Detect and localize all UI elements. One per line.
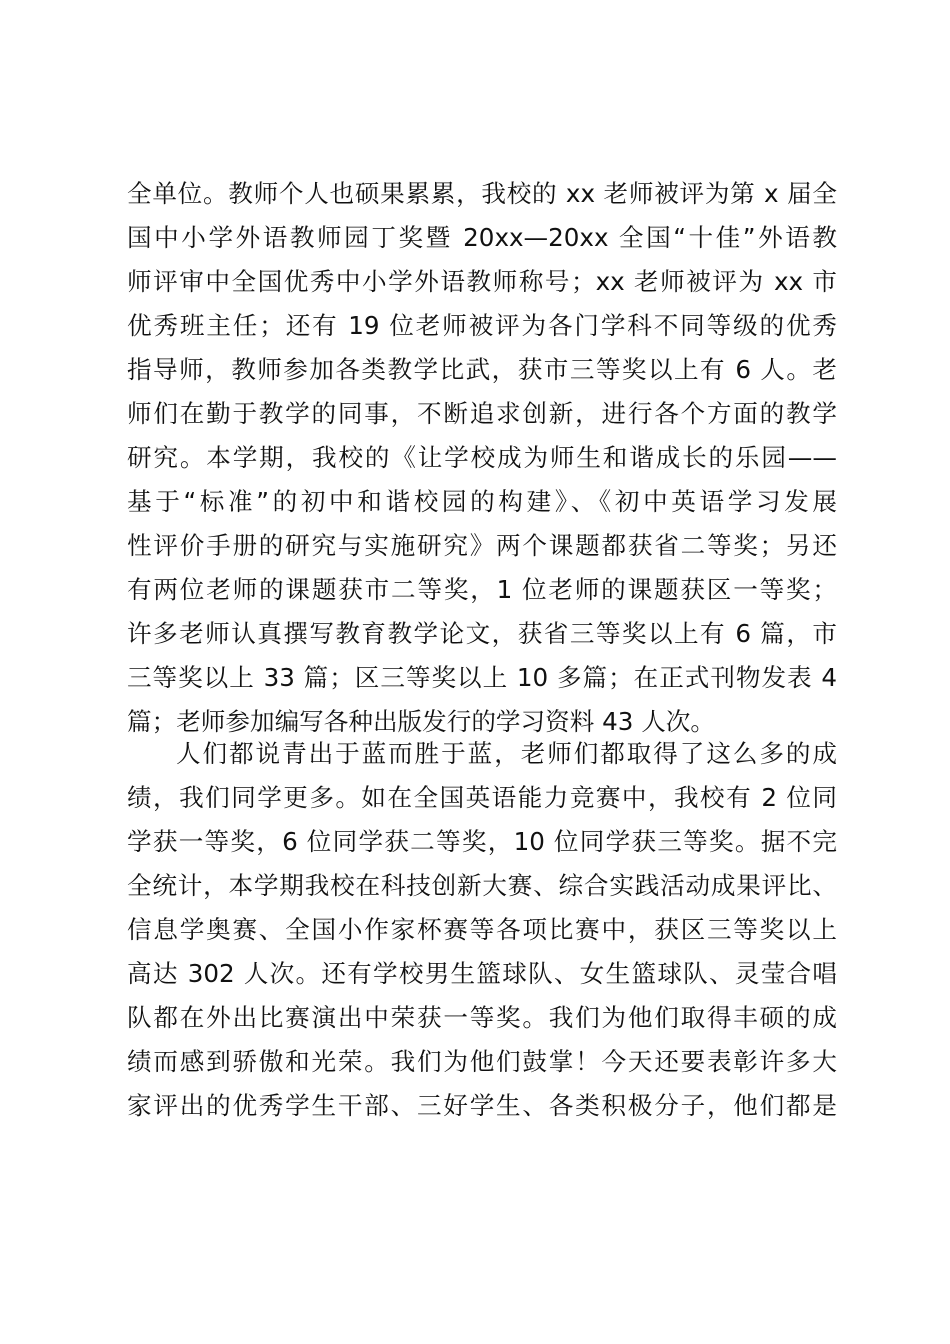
paragraph-1 xyxy=(127,172,837,744)
paragraph-2-line: 学获一等奖，6 位同学获二等奖，10 位同学获三等奖。据不完 xyxy=(127,827,837,856)
paragraph-1-line: 指导师，教师参加各类教学比武，获市三等奖以上有 6 人。老 xyxy=(127,355,837,384)
paragraph-1-line: 研究。本学期，我校的《让学校成为师生和谐成长的乐园—— xyxy=(127,443,837,472)
paragraph-1-line: 性评价手册的研究与实施研究》两个课题都获省二等奖；另还 xyxy=(127,531,837,560)
paragraph-1-line: 国中小学外语教师园丁奖暨 20xx—20xx 全国“十佳”外语教 xyxy=(127,223,837,252)
paragraph-1-line: 许多老师认真撰写教育教学论文，获省三等奖以上有 6 篇，市 xyxy=(127,619,837,648)
paragraph-2-line: 绩而感到骄傲和光荣。我们为他们鼓掌！今天还要表彰许多大 xyxy=(127,1047,837,1076)
paragraph-1-line: 篇；老师参加编写各种出版发行的学习资料 43 人次。 xyxy=(127,707,715,736)
paragraph-1-line: 基于“标准”的初中和谐校园的构建》、《初中英语学习发展 xyxy=(127,487,837,516)
paragraph-2-line: 绩，我们同学更多。如在全国英语能力竞赛中，我校有 2 位同 xyxy=(127,783,837,812)
paragraph-2 xyxy=(127,732,837,1128)
paragraph-1-line: 全单位。教师个人也硕果累累，我校的 xx 老师被评为第 x 届全 xyxy=(127,179,837,208)
paragraph-2-line: 人们都说青出于蓝而胜于蓝，老师们都取得了这么多的成 xyxy=(176,739,837,768)
paragraph-2-line: 高达 302 人次。还有学校男生篮球队、女生篮球队、灵莹合唱 xyxy=(127,959,837,988)
paragraph-2-line: 信息学奥赛、全国小作家杯赛等各项比赛中，获区三等奖以上 xyxy=(127,915,837,944)
paragraph-1-line: 优秀班主任；还有 19 位老师被评为各门学科不同等级的优秀 xyxy=(127,311,837,340)
paragraph-1-line: 师评审中全国优秀中小学外语教师称号；xx 老师被评为 xx 市 xyxy=(127,267,837,296)
paragraph-2-line: 队都在外出比赛演出中荣获一等奖。我们为他们取得丰硕的成 xyxy=(127,1003,837,1032)
paragraph-2-line: 全统计，本学期我校在科技创新大赛、综合实践活动成果评比、 xyxy=(127,871,837,900)
paragraph-2-line: 家评出的优秀学生干部、三好学生、各类积极分子，他们都是 xyxy=(127,1091,837,1120)
paragraph-1-line: 师们在勤于教学的同事，不断追求创新，进行各个方面的教学 xyxy=(127,399,837,428)
paragraph-1-line: 三等奖以上 33 篇；区三等奖以上 10 多篇；在正式刊物发表 4 xyxy=(127,663,837,692)
paragraph-1-line: 有两位老师的课题获市二等奖，1 位老师的课题获区一等奖； xyxy=(127,575,837,604)
